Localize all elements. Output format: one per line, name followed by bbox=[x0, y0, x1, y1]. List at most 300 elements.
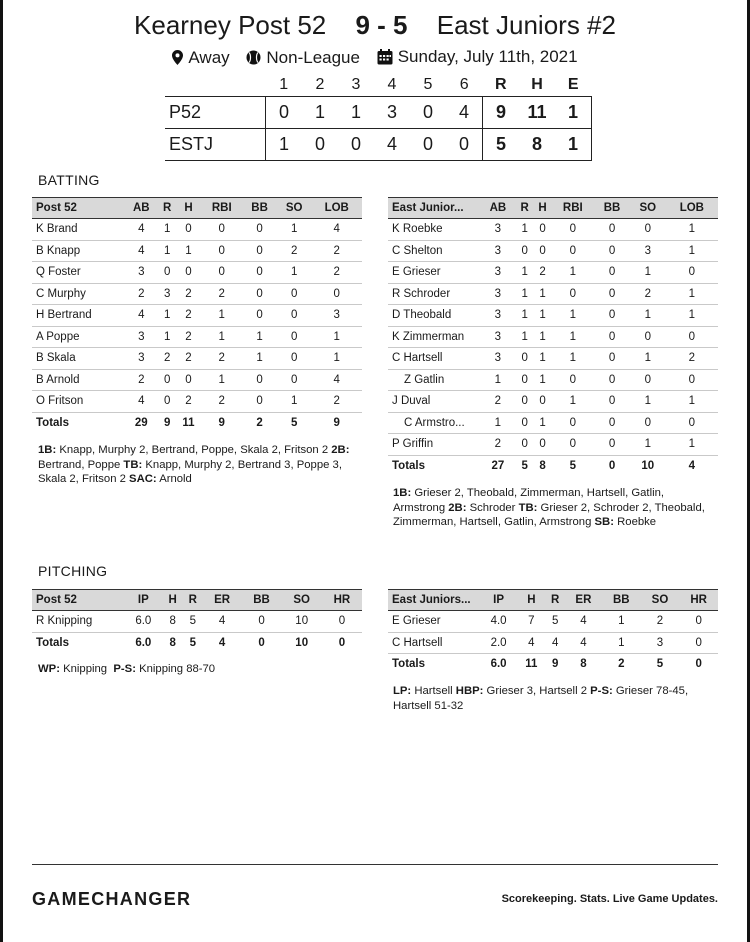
stat-cell: 0 bbox=[159, 391, 176, 413]
column-header: ER bbox=[565, 590, 602, 611]
stat-cell: 3 bbox=[124, 326, 159, 348]
location-info bbox=[172, 48, 229, 68]
column-header: ER bbox=[203, 590, 242, 611]
stat-cell: 2 bbox=[480, 391, 516, 413]
player-name: C Shelton bbox=[388, 240, 480, 262]
date-info bbox=[377, 47, 578, 67]
total-cell: 10 bbox=[630, 455, 666, 476]
stat-cell: 1 bbox=[602, 632, 641, 654]
stat-cell: 1 bbox=[277, 219, 312, 241]
column-header: SO bbox=[641, 590, 680, 611]
inning-header: 4 bbox=[387, 76, 397, 93]
stat-cell: 4 bbox=[565, 632, 602, 654]
totals-row bbox=[32, 412, 362, 433]
stat-cell: 1 bbox=[534, 283, 552, 305]
table-header-row bbox=[388, 590, 718, 611]
column-header: R bbox=[159, 198, 176, 219]
team-abbr: P52 bbox=[165, 97, 266, 129]
inning-score: 4 bbox=[374, 129, 410, 161]
table-row bbox=[388, 412, 718, 434]
stat-cell: 0 bbox=[242, 219, 277, 241]
inning-score: 0 bbox=[410, 129, 446, 161]
stat-cell: 2 bbox=[277, 240, 312, 262]
stat-cell: 2 bbox=[176, 305, 201, 327]
stat-cell: 1 bbox=[311, 326, 362, 348]
player-name: C Murphy bbox=[32, 283, 124, 305]
stat-cell: 0 bbox=[630, 326, 666, 348]
stat-cell: 1 bbox=[159, 219, 176, 241]
stat-cell: 1 bbox=[666, 240, 718, 262]
table-row bbox=[388, 434, 718, 456]
stat-cell: 0 bbox=[516, 434, 534, 456]
hits-header: H bbox=[531, 76, 543, 93]
stat-cell: 0 bbox=[534, 240, 552, 262]
errors-header: E bbox=[567, 76, 579, 93]
stat-cell: 0 bbox=[630, 219, 666, 241]
stat-cell: 0 bbox=[322, 611, 362, 633]
team-abbr: ESTJ bbox=[165, 129, 266, 161]
stat-cell: 0 bbox=[201, 240, 242, 262]
errors-total: 1 bbox=[555, 97, 592, 129]
note-label: P-S: bbox=[590, 685, 613, 697]
stat-cell: 1 bbox=[516, 262, 534, 284]
stat-cell: 0 bbox=[594, 305, 630, 327]
final-score: 9 - 5 bbox=[355, 10, 408, 40]
stat-cell: 1 bbox=[552, 391, 595, 413]
table-row bbox=[388, 283, 718, 305]
stat-cell: 0 bbox=[176, 219, 201, 241]
game-title bbox=[0, 10, 750, 41]
team-column-header: East Juniors... bbox=[388, 590, 480, 611]
stat-cell: 1 bbox=[534, 369, 552, 391]
player-name: B Arnold bbox=[32, 369, 124, 391]
stat-cell: 4 bbox=[517, 632, 545, 654]
player-name: K Roebke bbox=[388, 219, 480, 241]
player-name: D Theobald bbox=[388, 305, 480, 327]
player-name: C Hartsell bbox=[388, 632, 480, 654]
stat-cell: 1 bbox=[480, 369, 516, 391]
inning-header: 5 bbox=[423, 76, 433, 93]
stat-cell: 0 bbox=[242, 262, 277, 284]
stat-cell: 2 bbox=[311, 391, 362, 413]
total-cell: 8 bbox=[163, 632, 183, 653]
stat-cell: 3 bbox=[641, 632, 680, 654]
player-name: H Bertrand bbox=[32, 305, 124, 327]
stat-cell: 1 bbox=[666, 219, 718, 241]
stat-cell: 4 bbox=[565, 611, 602, 633]
stat-cell: 1 bbox=[201, 369, 242, 391]
team-column-header: East Junior... bbox=[388, 198, 480, 219]
column-header: H bbox=[534, 198, 552, 219]
stat-cell: 0 bbox=[516, 348, 534, 370]
inning-score: 0 bbox=[338, 129, 374, 161]
totals-label: Totals bbox=[388, 654, 480, 675]
table-row bbox=[388, 305, 718, 327]
player-name: C Hartsell bbox=[388, 348, 480, 370]
note-label: 2B: bbox=[448, 501, 467, 514]
total-cell: 6.0 bbox=[124, 632, 163, 653]
stat-cell: 1 bbox=[480, 412, 516, 434]
stat-cell: 0 bbox=[534, 219, 552, 241]
total-cell: 2 bbox=[602, 654, 641, 675]
total-cell: 8 bbox=[534, 455, 552, 476]
column-header: SO bbox=[282, 590, 322, 611]
stat-cell: 0 bbox=[594, 240, 630, 262]
stat-cell: 3 bbox=[630, 240, 666, 262]
stat-cell: 1 bbox=[311, 348, 362, 370]
column-header: BB bbox=[594, 198, 630, 219]
stat-cell: 2 bbox=[124, 283, 159, 305]
table-row bbox=[32, 369, 362, 391]
player-name: O Fritson bbox=[32, 391, 124, 413]
table-row bbox=[388, 240, 718, 262]
table-header-row bbox=[32, 590, 362, 611]
pitching-section-label: PITCHING bbox=[38, 563, 108, 579]
note-text: Grieser 3, Hartsell 2 bbox=[486, 685, 587, 697]
runs-total: 9 bbox=[483, 97, 520, 129]
note-label: 1B: bbox=[393, 487, 412, 499]
stat-cell: 0 bbox=[277, 283, 312, 305]
stat-cell: 0 bbox=[666, 412, 718, 434]
player-name: A Poppe bbox=[32, 326, 124, 348]
stat-cell: 1 bbox=[201, 305, 242, 327]
player-name: K Zimmerman bbox=[388, 326, 480, 348]
total-cell: 27 bbox=[480, 455, 516, 476]
team-column-header: Post 52 bbox=[32, 590, 124, 611]
total-cell: 0 bbox=[241, 632, 281, 653]
inning-score: 1 bbox=[302, 97, 338, 129]
stat-cell: 3 bbox=[480, 305, 516, 327]
table-row bbox=[32, 611, 362, 633]
stat-cell: 2 bbox=[480, 434, 516, 456]
stat-cell: 2 bbox=[176, 326, 201, 348]
note-label: TB: bbox=[518, 501, 538, 514]
team-column-header: Post 52 bbox=[32, 198, 124, 219]
stat-cell: 2 bbox=[159, 348, 176, 370]
stat-cell: 3 bbox=[480, 262, 516, 284]
column-header: SO bbox=[277, 198, 312, 219]
calendar-icon bbox=[377, 49, 393, 65]
table-row bbox=[32, 240, 362, 262]
stat-cell: 0 bbox=[594, 391, 630, 413]
linescore-header bbox=[165, 74, 592, 97]
stat-cell: 1 bbox=[242, 326, 277, 348]
stat-cell: 0 bbox=[176, 262, 201, 284]
total-cell: 4 bbox=[666, 455, 718, 476]
player-name: E Grieser bbox=[388, 262, 480, 284]
stat-cell: 1 bbox=[242, 348, 277, 370]
player-name: R Schroder bbox=[388, 283, 480, 305]
stat-cell: 0 bbox=[594, 412, 630, 434]
stat-cell: 0 bbox=[552, 434, 595, 456]
stat-cell: 0 bbox=[679, 611, 718, 633]
note-text: Grieser 2, Theobald, Zimmerman, Hartsell, Gatlin, Armstrong bbox=[393, 487, 665, 514]
stat-cell: 0 bbox=[594, 369, 630, 391]
column-header: RBI bbox=[552, 198, 595, 219]
note-text: Schroder bbox=[469, 501, 516, 514]
stat-cell: 1 bbox=[552, 326, 595, 348]
player-name: B Skala bbox=[32, 348, 124, 370]
date-label: Sunday, July 11th, 2021 bbox=[397, 47, 578, 66]
stat-cell: 2 bbox=[311, 262, 362, 284]
stat-cell: 0 bbox=[277, 348, 312, 370]
linescore-table bbox=[165, 74, 592, 161]
total-cell: 6.0 bbox=[480, 654, 517, 675]
stat-cell: 1 bbox=[666, 283, 718, 305]
stat-cell: 1 bbox=[534, 326, 552, 348]
stat-cell: 1 bbox=[159, 240, 176, 262]
stat-cell: 0 bbox=[277, 369, 312, 391]
stat-cell: 0 bbox=[552, 240, 595, 262]
stat-cell: 0 bbox=[552, 283, 595, 305]
stat-cell: 3 bbox=[480, 283, 516, 305]
table-row bbox=[388, 632, 718, 654]
table-row bbox=[32, 348, 362, 370]
stat-cell: 1 bbox=[534, 412, 552, 434]
league-label: Non-League bbox=[266, 47, 360, 67]
stat-cell: 0 bbox=[594, 219, 630, 241]
brand-logo: GAMECHANGER bbox=[32, 889, 192, 909]
total-cell: 10 bbox=[282, 632, 322, 653]
stat-cell: 2 bbox=[201, 348, 242, 370]
hits-total: 8 bbox=[519, 129, 555, 161]
stat-cell: 0 bbox=[594, 434, 630, 456]
inning-score: 1 bbox=[338, 97, 374, 129]
stat-cell: 2 bbox=[201, 283, 242, 305]
totals-label: Totals bbox=[32, 412, 124, 433]
stat-cell: 2 bbox=[176, 283, 201, 305]
stat-cell: 1 bbox=[277, 391, 312, 413]
stat-cell: 1 bbox=[534, 348, 552, 370]
stat-cell: 3 bbox=[311, 305, 362, 327]
stat-cell: 1 bbox=[159, 326, 176, 348]
inning-score: 0 bbox=[302, 129, 338, 161]
stat-cell: 0 bbox=[311, 283, 362, 305]
stat-cell: 0 bbox=[630, 369, 666, 391]
game-meta bbox=[0, 47, 750, 70]
stat-cell: 1 bbox=[630, 348, 666, 370]
table-row bbox=[388, 369, 718, 391]
total-cell: 11 bbox=[517, 654, 545, 675]
errors-total: 1 bbox=[555, 129, 592, 161]
column-header: LOB bbox=[311, 198, 362, 219]
stat-cell: 0 bbox=[630, 412, 666, 434]
batting-notes-home bbox=[38, 443, 358, 487]
runs-header: R bbox=[494, 76, 507, 93]
column-header: R bbox=[546, 590, 565, 611]
inning-header: 1 bbox=[279, 76, 289, 93]
note-text: Knapp, Murphy 2, Bertrand 3, Poppe 3, Skala 2, Fritson 2 bbox=[38, 458, 342, 485]
column-header: AB bbox=[480, 198, 516, 219]
table-row bbox=[32, 283, 362, 305]
player-name: B Knapp bbox=[32, 240, 124, 262]
stat-cell: 0 bbox=[594, 262, 630, 284]
stat-cell: 4 bbox=[546, 632, 565, 654]
stat-cell: 0 bbox=[594, 326, 630, 348]
totals-label: Totals bbox=[388, 455, 480, 476]
inning-header: 2 bbox=[315, 76, 325, 93]
stat-cell: 8 bbox=[163, 611, 183, 633]
totals-row bbox=[388, 455, 718, 476]
stat-cell: 1 bbox=[516, 219, 534, 241]
table-row bbox=[388, 611, 718, 633]
stat-cell: 3 bbox=[124, 348, 159, 370]
stat-cell: 0 bbox=[552, 369, 595, 391]
stat-cell: 0 bbox=[242, 305, 277, 327]
stat-cell: 3 bbox=[159, 283, 176, 305]
column-header: BB bbox=[241, 590, 281, 611]
column-header: H bbox=[517, 590, 545, 611]
stat-cell: 1 bbox=[516, 326, 534, 348]
stat-cell: 1 bbox=[666, 434, 718, 456]
column-header: IP bbox=[124, 590, 163, 611]
total-cell: 9 bbox=[159, 412, 176, 433]
stat-cell: 1 bbox=[516, 305, 534, 327]
stat-cell: 7 bbox=[517, 611, 545, 633]
stat-cell: 3 bbox=[480, 348, 516, 370]
pitching-notes-home bbox=[38, 662, 358, 677]
column-header: H bbox=[176, 198, 201, 219]
table-row bbox=[388, 219, 718, 241]
total-cell: 11 bbox=[176, 412, 201, 433]
stat-cell: 0 bbox=[201, 219, 242, 241]
total-cell: 0 bbox=[322, 632, 362, 653]
stat-cell: 0 bbox=[552, 412, 595, 434]
stat-cell: 2 bbox=[176, 348, 201, 370]
stat-cell: 2 bbox=[641, 611, 680, 633]
note-label: SB: bbox=[594, 516, 614, 528]
stat-cell: 0 bbox=[594, 348, 630, 370]
total-cell: 9 bbox=[311, 412, 362, 433]
total-cell: 0 bbox=[679, 654, 718, 675]
total-cell: 9 bbox=[201, 412, 242, 433]
stat-cell: 1 bbox=[516, 283, 534, 305]
note-label: SAC: bbox=[129, 473, 157, 485]
inning-score: 4 bbox=[446, 97, 483, 129]
stat-cell: 0 bbox=[159, 262, 176, 284]
stat-cell: 0 bbox=[277, 305, 312, 327]
linescore-row bbox=[165, 97, 592, 129]
total-cell: 5 bbox=[277, 412, 312, 433]
stat-cell: 1 bbox=[630, 434, 666, 456]
column-header: H bbox=[163, 590, 183, 611]
pitching-table-home bbox=[32, 589, 362, 653]
pitching-table-away bbox=[388, 589, 718, 675]
stat-cell: 4 bbox=[124, 305, 159, 327]
footer-divider bbox=[32, 864, 718, 865]
player-name: C Armstro... bbox=[388, 412, 480, 434]
total-cell: 2 bbox=[242, 412, 277, 433]
stat-cell: 0 bbox=[516, 391, 534, 413]
table-row bbox=[388, 326, 718, 348]
stat-cell: 0 bbox=[666, 369, 718, 391]
note-text: Grieser 78-45, Hartsell 51-32 bbox=[393, 685, 689, 712]
stat-cell: 0 bbox=[176, 369, 201, 391]
table-row bbox=[388, 391, 718, 413]
stat-cell: 1 bbox=[201, 326, 242, 348]
total-cell: 4 bbox=[203, 632, 242, 653]
player-name: Q Foster bbox=[32, 262, 124, 284]
column-header: HR bbox=[322, 590, 362, 611]
column-header: IP bbox=[480, 590, 517, 611]
stat-cell: 10 bbox=[282, 611, 322, 633]
stat-cell: 0 bbox=[666, 262, 718, 284]
stat-cell: 2 bbox=[176, 391, 201, 413]
stat-cell: 2 bbox=[666, 348, 718, 370]
inning-score: 3 bbox=[374, 97, 410, 129]
stat-cell: 2.0 bbox=[480, 632, 517, 654]
stat-cell: 2 bbox=[534, 262, 552, 284]
table-row bbox=[32, 262, 362, 284]
note-label: HBP: bbox=[455, 685, 484, 697]
note-text: Knipping bbox=[63, 663, 108, 675]
total-cell: 5 bbox=[516, 455, 534, 476]
league-info bbox=[246, 48, 360, 68]
stat-cell: 1 bbox=[666, 305, 718, 327]
column-header: R bbox=[183, 590, 203, 611]
stat-cell: 0 bbox=[242, 240, 277, 262]
column-header: AB bbox=[124, 198, 159, 219]
player-name: Z Gatlin bbox=[388, 369, 480, 391]
stat-cell: 1 bbox=[630, 262, 666, 284]
inning-score: 0 bbox=[446, 129, 483, 161]
stat-cell: 1 bbox=[552, 348, 595, 370]
column-header: HR bbox=[679, 590, 718, 611]
stat-cell: 0 bbox=[534, 391, 552, 413]
stat-cell: 0 bbox=[242, 369, 277, 391]
stat-cell: 0 bbox=[516, 369, 534, 391]
totals-label: Totals bbox=[32, 632, 124, 653]
stat-cell: 2 bbox=[311, 240, 362, 262]
table-header-row bbox=[32, 198, 362, 219]
column-header: BB bbox=[242, 198, 277, 219]
table-row bbox=[32, 219, 362, 241]
note-text: Knapp, Murphy 2, Bertrand, Poppe, Skala 2, Fritson 2 bbox=[59, 444, 329, 456]
stat-cell: 0 bbox=[666, 326, 718, 348]
stat-cell: 0 bbox=[534, 434, 552, 456]
stat-cell: 3 bbox=[124, 262, 159, 284]
player-name: K Brand bbox=[32, 219, 124, 241]
note-label: 1B: bbox=[38, 444, 57, 456]
player-name: E Grieser bbox=[388, 611, 480, 633]
note-text: Knipping 88-70 bbox=[139, 663, 216, 675]
stat-cell: 1 bbox=[602, 611, 641, 633]
totals-row bbox=[32, 632, 362, 653]
player-name: P Griffin bbox=[388, 434, 480, 456]
stat-cell: 0 bbox=[241, 611, 281, 633]
table-row bbox=[388, 262, 718, 284]
column-header: LOB bbox=[666, 198, 718, 219]
inning-score: 0 bbox=[410, 97, 446, 129]
stat-cell: 0 bbox=[242, 391, 277, 413]
batting-notes-away bbox=[393, 486, 715, 530]
stat-cell: 2 bbox=[124, 369, 159, 391]
stat-cell: 1 bbox=[630, 391, 666, 413]
stat-cell: 4 bbox=[203, 611, 242, 633]
note-label: 2B: bbox=[331, 444, 350, 456]
stat-cell: 6.0 bbox=[124, 611, 163, 633]
stat-cell: 4 bbox=[124, 391, 159, 413]
total-cell: 8 bbox=[565, 654, 602, 675]
column-header: RBI bbox=[201, 198, 242, 219]
stat-cell: 3 bbox=[480, 326, 516, 348]
stat-cell: 1 bbox=[552, 305, 595, 327]
baseball-icon bbox=[246, 50, 261, 65]
stat-cell: 0 bbox=[516, 240, 534, 262]
column-header: BB bbox=[602, 590, 641, 611]
note-text: Grieser 2, Schroder 2, Theobald, Zimmerman, Hartsell, Gatlin, Armstrong bbox=[393, 501, 705, 528]
stat-cell: 5 bbox=[183, 611, 203, 633]
